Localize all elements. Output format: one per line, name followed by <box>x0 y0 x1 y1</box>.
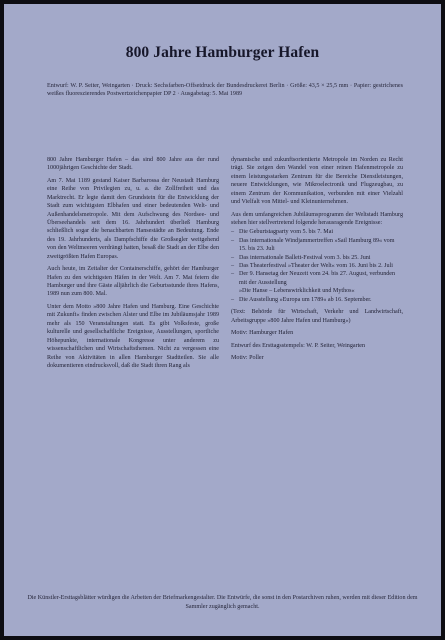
paragraph-metropole: dynamische und zukunftsorientierte Metropole im Norden zu Recht trägt. Sie zeigen den Wandel von einer reinen Hafenmetropole zu einem leistungsstarken Zentrum für die Bereiche Dienstleistungen, neuere Entwicklungen, wie Mikroelectronik und Flugzeugbau, zu einem Zentrum der Kommunikation, verbunden mit einer Vielzahl und Vielfalt von Mittel- und Kleinunternehmen. <box>231 157 403 206</box>
list-item: – Das Theaterfestival »Theater der Welt« vom 16. Juni bis 2. Juli <box>231 262 403 270</box>
events-list <box>231 228 403 304</box>
list-item-continuation: »Die Hanse – Lebenswirklichkeit und Mythos« <box>239 288 355 295</box>
list-item: – Die Ausstellung »Europa um 1789« ab 16. September. <box>231 296 403 304</box>
paragraph-events-intro: Aus dem umfangreichen Jubiläumsprogramm der Weltstadt Hamburg stehen hier stellvertretend folgende herausragende Ereignisse: <box>231 211 403 227</box>
motif-line: Motiv: Hamburger Hafen <box>231 330 294 337</box>
postmark-motif-line: Motiv: Poller <box>231 355 264 362</box>
text-credit: (Text: Behörde für Wirtschaft, Verkehr und Landwirtschaft, Arbeitsgruppe »800 Jahre Hafen und Hamburg«) <box>231 309 403 324</box>
footer-note: Die Künstler-Ersttagsblätter würdigen die Arbeiten der Briefmarkengestalter. Die Entwürfe, die sonst in den Postarchiven ruhen, werden mit dieser Edition dem Sammler zugänglich gemacht. <box>27 595 418 610</box>
paragraph-history: Am 7. Mai 1189 gestand Kaiser Barbarossa der Neustadt Hamburg eine Reihe von Privilegien zu, u. a. die Zollfreiheit und das Marktrecht. Er legte damit den Grundstein für die Entwicklung der Stadt zum wichtigsten Elbhafen und einer bedeutenden Welt- und Außenhandelsmetropole. Mit dem Aufschwung des Nordsee- und Überseehandels seit dem 16. Jahrhundert überließ Hamburg schließlich sogar die benachbarten Hansestädte an Bedeutung. Ende des 19. Jahrhunderts, als Dampfschiffe die Großsegler weitgehend von den Weltmeeren verdrängt hatten, besaß die Stadt an der Elbe den zweitgrößten Hafen Europas. <box>47 178 219 260</box>
paragraph-intro: 800 Jahre Hamburger Hafen – das sind 800 Jahre aus der rund 1000jährigen Geschichte der Stadt. <box>47 157 219 172</box>
text-column-right <box>231 156 403 367</box>
paragraph-today: Auch heute, im Zeitalter der Containerschiffe, gehört der Hamburger Hafen zu den wichtigsten Häfen in der Welt. Am 7. Mai feiern die Hamburger und ihre Gäste alljährlich die Geburtsstunde ihres Hafens, 1989 nun zum 800. Mal. <box>47 266 219 298</box>
list-item: – Das internationale Ballett-Festival vom 3. bis 25. Juni <box>231 254 403 262</box>
list-item: – Die Geburtstagparty vom 5. bis 7. Mai <box>231 228 403 236</box>
first-day-sheet <box>4 4 441 636</box>
paragraph-jubilee: Unter dem Motto »800 Jahre Hafen und Hamburg. Eine Geschichte mit Zukunft« finden zwischen Alster und Elbe im Jubiläumsjahr 1989 mehr als 150 Veranstaltungen statt. Es gibt Volksfeste, große kulturelle und gesellschaftliche Ereignisse, Ausstellungen, sportliche Höhepunkte, internationale Kongresse unter anderem zu wissenschaftlichen und Wirtschaftsthemen. Nicht zu vergessen eine Reihe von Aktivitäten in allen Hamburger Stadtteilen. Sie alle dokumentieren eindrucksvoll, daß die Stadt ihren Rang als <box>47 304 219 369</box>
postmark-design-line: Entwurf des Ersttagsstempels: W. P. Seiter, Weingarten <box>231 342 366 349</box>
page-title: 800 Jahre Hamburger Hafen <box>125 44 320 61</box>
list-item: – Das internationale Windjammertreffen »Sail Hamburg 89« vom 15. bis 23. Juli <box>231 237 403 254</box>
text-column-left <box>47 156 219 375</box>
list-item: – Der 9. Hansetag der Neuzeit vom 24. bis 27. August, verbunden mit der Ausstellung <box>231 270 403 287</box>
stamp-imprint-details: Entwurf: W. P. Seiter, Weingarten · Druck: Sechsfarben-Offsetdruck der Bundesdruckerei Berlin · Größe: 43,5 × 25,5 mm · Papier: gestrichenes weißes fluoreszierendes Postwertzeichenpapier DP 2 · Ausgabetag: 5. Mai 1989 <box>47 83 403 98</box>
